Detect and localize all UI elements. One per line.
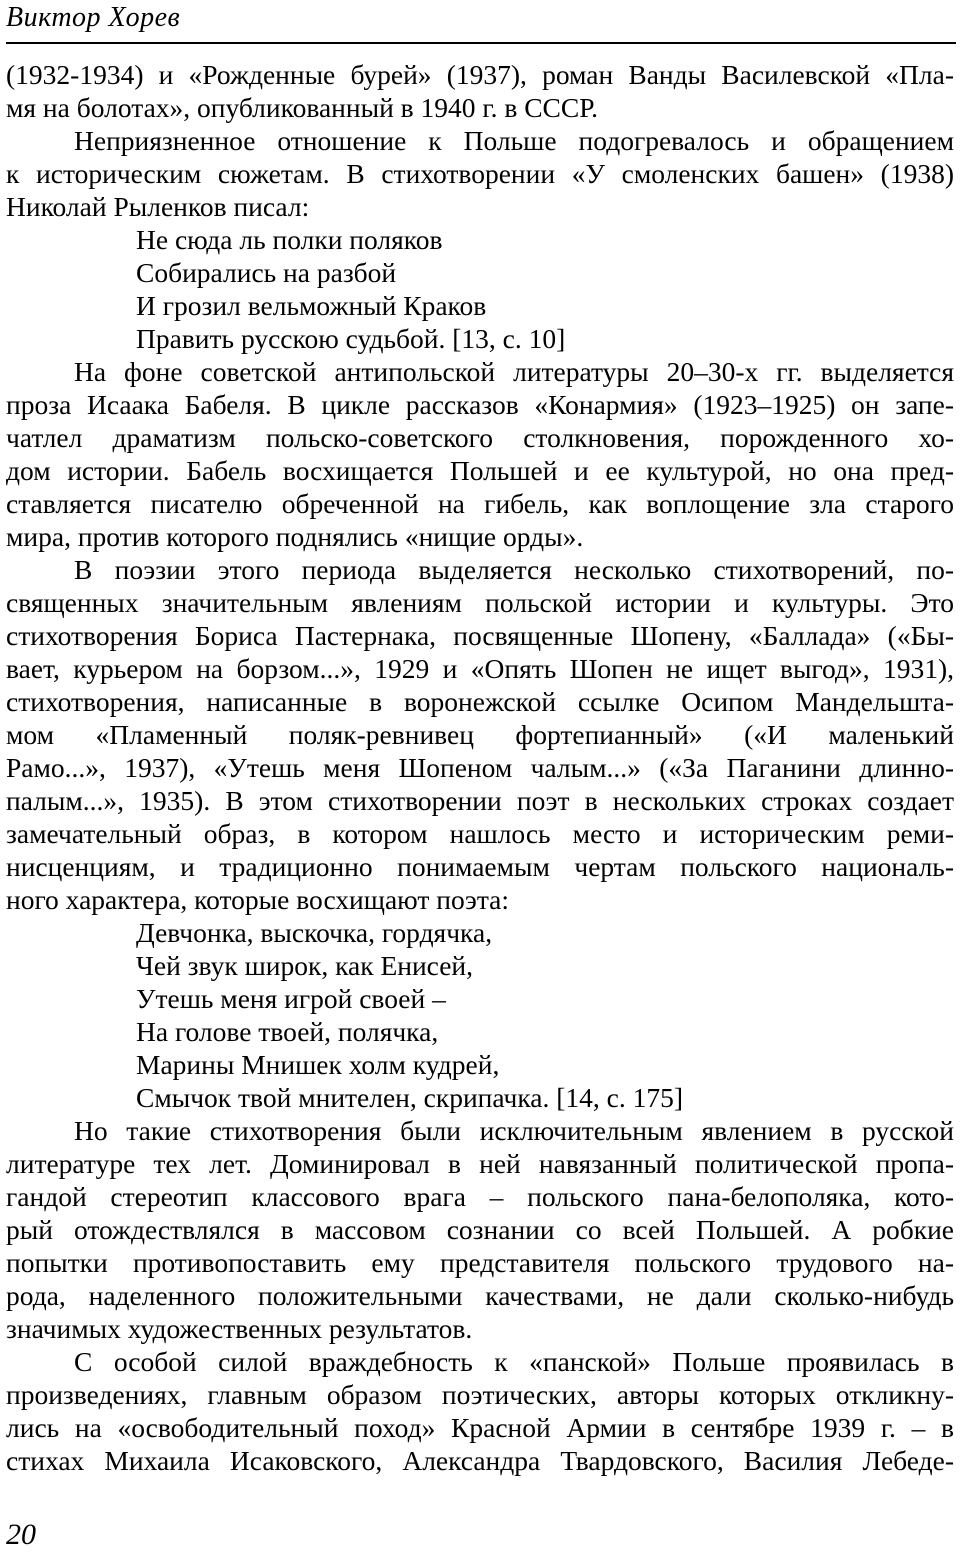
verse-line: На голове твоей, полячка, [136, 1016, 439, 1047]
text-line: Рамо...», 1937), «Утешь меня Шопеном чалым...» («За Паганини длинно- [6, 752, 954, 783]
verse-line: Девчонка, выскочка, гордячка, [136, 917, 493, 948]
running-head: Виктор Хорев [6, 2, 181, 33]
verse-line: Править русскою судьбой. [13, с. 10] [136, 323, 566, 354]
paragraph [6, 1345, 954, 1477]
paragraph [6, 1114, 954, 1345]
text-line: замечательный образ, в котором нашлось место и историческим реми- [6, 818, 954, 849]
text-line: палым...», 1935). В этом стихотворении поэт в нескольких строках создает [6, 785, 954, 816]
text-line: значимых художественных результатов. [6, 1313, 473, 1344]
text-line: мом «Пламенный поляк-ревнивец фортепианный» («И маленький [6, 719, 954, 750]
text-line: рый отождествлялся в массовом сознании со всей Польшей. А робкие [6, 1214, 954, 1245]
text-line: чатлел драматизм польско-советского столкновения, порожденного хо- [6, 422, 954, 453]
verse-line: Смычок твой мнителен, скрипачка. [14, с. 175] [136, 1082, 684, 1113]
text-line: Неприязненное отношение к Польше подогревалось и обращением [74, 125, 954, 156]
verse-line: Марины Мнишек холм кудрей, [136, 1049, 500, 1080]
text-line: гандой стереотип классового врага – польского пана-белополяка, кото- [6, 1181, 954, 1212]
verse-quote [6, 223, 954, 355]
verse-line: Собирались на разбой [136, 257, 397, 288]
text-line: к историческим сюжетам. В стихотворении «У смоленских башен» (1938) [6, 158, 954, 189]
text-line: стихах Михаила Исаковского, Александра Твардовского, Василия Лебеде- [6, 1445, 954, 1476]
text-line: мира, против которого поднялись «нищие орды». [6, 521, 584, 552]
text-line: рода, наделенного положительными качествами, не дали сколько-нибудь [6, 1280, 954, 1311]
header-rule [6, 42, 956, 44]
verse-quote [6, 916, 954, 1114]
text-line: Николай Рыленков писал: [6, 191, 310, 222]
text-line: ного характера, которые восхищают поэта: [6, 884, 510, 915]
text-line: На фоне советской антипольской литературы 20–30-х гг. выделяется [74, 356, 954, 387]
text-line: проза Исаака Бабеля. В цикле рассказов «Конармия» (1923–1925) он запе- [6, 389, 954, 420]
text-line: литературе тех лет. Доминировал в ней навязанный политической пропа- [6, 1148, 954, 1179]
paragraph [6, 355, 954, 553]
text-line: произведениях, главным образом поэтических, авторы которых откликну- [6, 1379, 954, 1410]
text-line: лись на «освободительный поход» Красной Армии в сентябре 1939 г. – в [6, 1412, 954, 1443]
page-number: 20 [6, 1518, 36, 1551]
paragraph [6, 58, 954, 124]
verse-line: Утешь меня игрой своей – [136, 983, 446, 1014]
verse-line: Не сюда ль полки поляков [136, 224, 443, 255]
paragraph [6, 553, 954, 916]
text-line: стихотворения Бориса Пастернака, посвященные Шопену, «Баллада» («Бы- [6, 620, 954, 651]
page-header [6, 0, 956, 44]
text-line: священных значительным явлениям польской истории и культуры. Это [6, 587, 954, 618]
verse-line: Чей звук широк, как Енисей, [136, 950, 474, 981]
text-line: В поэзии этого периода выделяется несколько стихотворений, по- [74, 554, 954, 585]
text-line: ставляется писателю обреченной на гибель, как воплощение зла старого [6, 488, 954, 519]
text-line: попытки противопоставить ему представителя польского трудового на- [6, 1247, 954, 1278]
text-line: вает, курьером на борзом...», 1929 и «Опять Шопен не ищет выгод», 1931), [6, 653, 954, 684]
text-line: Но такие стихотворения были исключительным явлением в русской [74, 1115, 954, 1146]
text-line: мя на болотах», опубликованный в 1940 г. в СССР. [6, 92, 598, 123]
paragraph [6, 124, 954, 223]
text-line: нисценциям, и традиционно понимаемым чертам польского националь- [6, 851, 954, 882]
verse-line: И грозил вельможный Краков [136, 290, 487, 321]
text-line: (1932-1934) и «Рожденные бурей» (1937), роман Ванды Василевской «Пла- [6, 59, 954, 90]
body-text [6, 58, 954, 1477]
text-line: дом истории. Бабель восхищается Польшей и ее культурой, но она пред- [6, 455, 954, 486]
text-line: стихотворения, написанные в воронежской ссылке Осипом Мандельшта- [6, 686, 954, 717]
text-line: С особой силой враждебность к «панской» Польше проявилась в [74, 1346, 954, 1377]
